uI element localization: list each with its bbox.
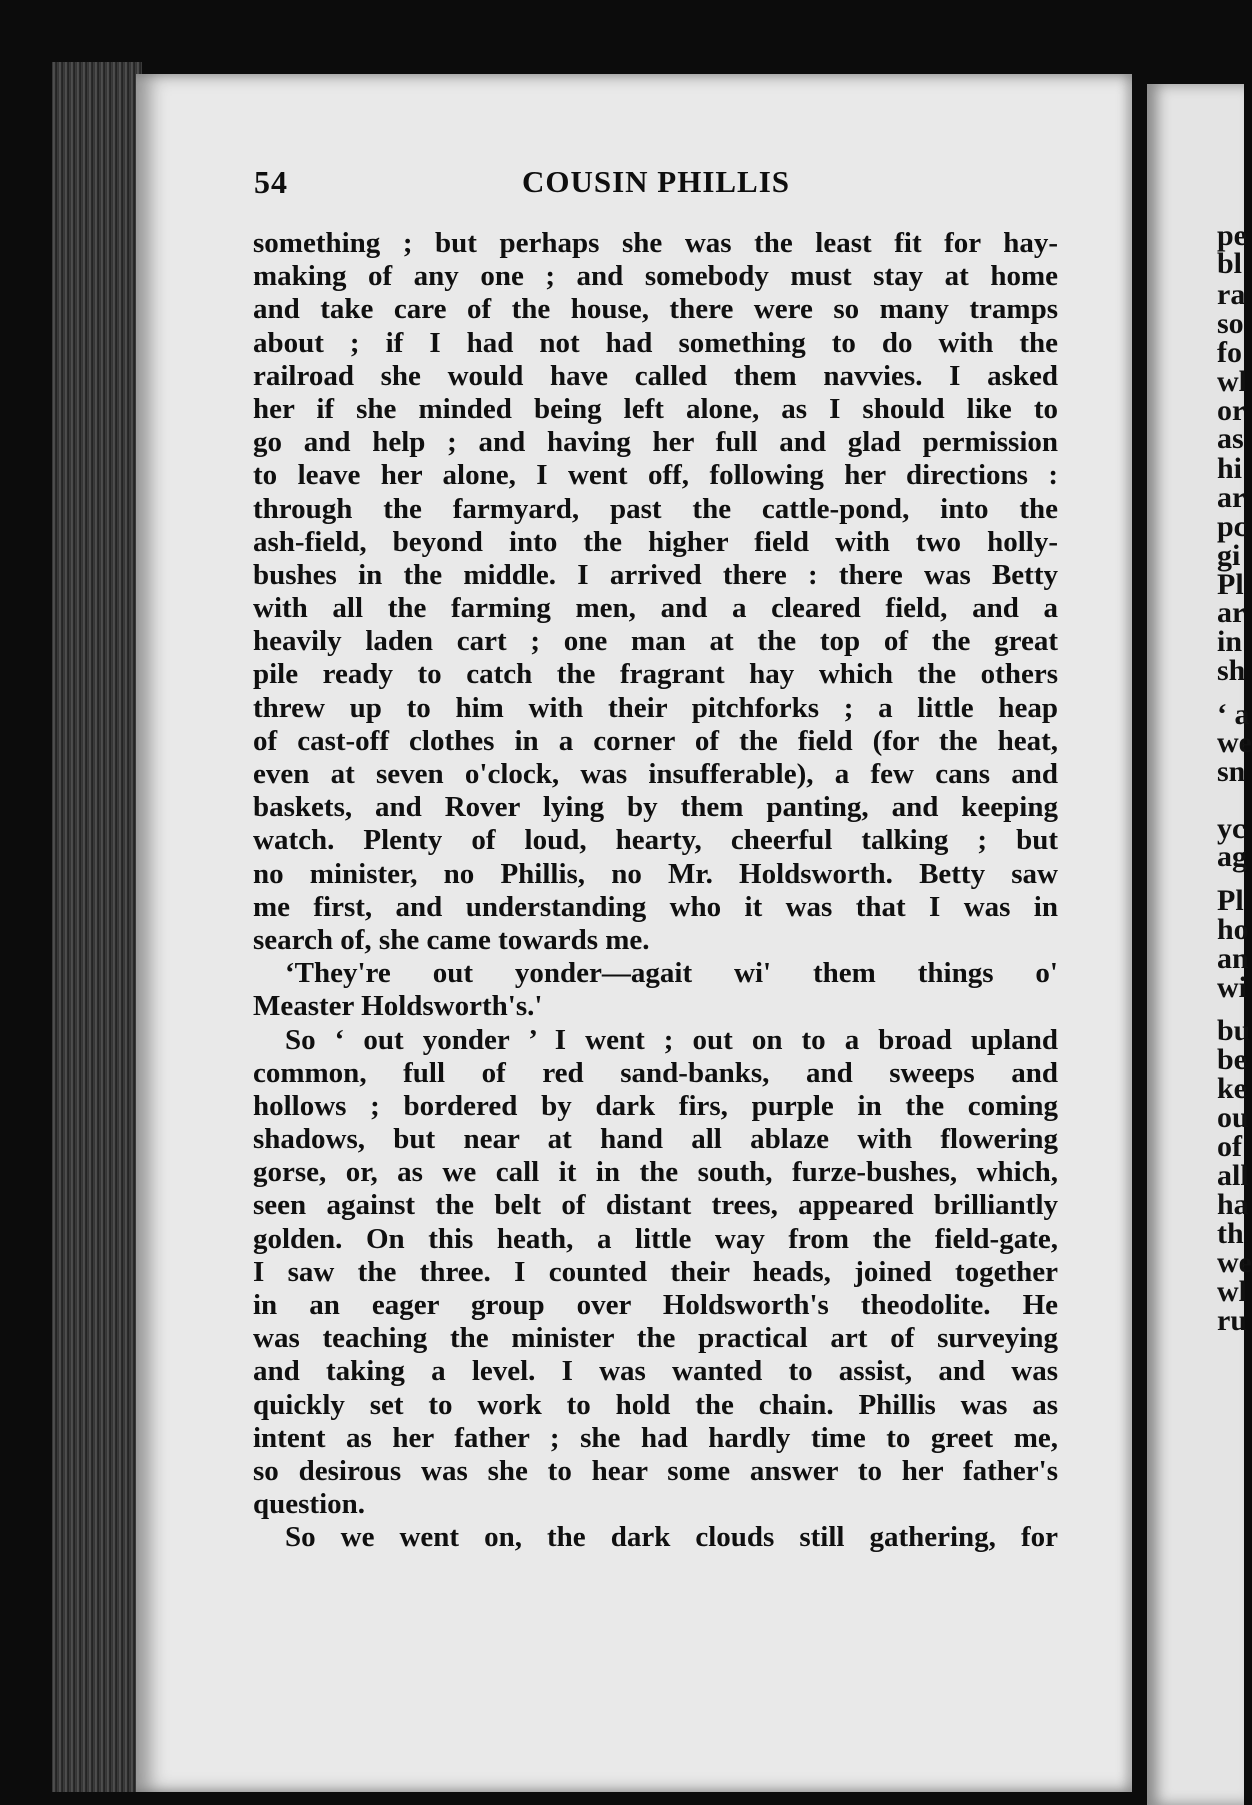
facing-page-fragment: wi	[1217, 971, 1247, 1004]
facing-page-fragment: Pl	[1217, 884, 1244, 917]
facing-page-fragment: ar	[1217, 596, 1246, 629]
facing-page-fragment: we	[1217, 726, 1252, 759]
text-line: hollows ; bordered by dark firs, purple in the coming	[253, 1089, 1058, 1122]
facing-page-fragment: an	[1217, 942, 1249, 975]
text-line: go and help ; and having her full and glad permission	[253, 426, 1058, 459]
body-text	[253, 227, 1058, 1555]
text-line: to leave her alone, I went off, following her directions :	[253, 459, 1058, 492]
facing-page-fragment: pe	[1217, 219, 1247, 252]
text-line: I saw the three. I counted their heads, joined together	[253, 1255, 1058, 1288]
facing-page-fragment: ru	[1217, 1304, 1247, 1337]
text-line: threw up to him with their pitchforks ; a little heap	[253, 691, 1058, 724]
text-line: about ; if I had not had something to do with the	[253, 326, 1058, 359]
facing-page-fragment: ha	[1217, 1188, 1249, 1221]
page-header	[254, 164, 1058, 208]
text-line: baskets, and Rover lying by them panting, and keeping	[253, 791, 1058, 824]
text-line: even at seven o'clock, was insufferable), a few cans and	[253, 758, 1058, 790]
facing-page-fragment: ke	[1217, 1072, 1247, 1105]
text-line: gorse, or, as we call it in the south, furze-bushes, which,	[253, 1156, 1058, 1189]
text-line: was teaching the minister the practical art of surveying	[253, 1322, 1058, 1355]
text-line: through the farmyard, past the cattle-pond, into the	[253, 492, 1058, 525]
text-line: heavily laden cart ; one man at the top of the great	[253, 625, 1058, 658]
text-line: common, full of red sand-banks, and sweeps and	[253, 1056, 1058, 1089]
text-line: in an eager group over Holdsworth's theodolite. He	[253, 1289, 1058, 1321]
facing-page-fragment: in	[1217, 625, 1243, 658]
facing-page-fragment: be	[1217, 1043, 1247, 1076]
text-line: quickly set to work to hold the chain. Phillis was as	[253, 1388, 1058, 1421]
facing-page-fragment: bl	[1217, 247, 1243, 280]
facing-page-fragment: or	[1217, 394, 1246, 427]
text-line: something ; but perhaps she was the least fit for hay-	[253, 227, 1058, 259]
facing-page-fragment: sh	[1217, 654, 1246, 687]
text-line: no minister, no Phillis, no Mr. Holdsworth. Betty saw	[253, 857, 1058, 890]
text-line: ‘They're out yonder—agait wi' them things o'	[285, 957, 1058, 990]
facing-page-fragment: ou	[1217, 1101, 1249, 1134]
text-line: her if she minded being left alone, as I should like to	[253, 392, 1058, 425]
facing-page-fragment: of	[1217, 1130, 1242, 1163]
facing-page-fragment: wl	[1217, 1275, 1247, 1308]
facing-page-fragment: ra	[1217, 278, 1246, 311]
text-line: so desirous was she to hear some answer to her father's	[253, 1454, 1058, 1487]
text-line: watch. Plenty of loud, hearty, cheerful talking ; but	[253, 824, 1058, 857]
facing-page-fragment: pc	[1217, 510, 1247, 543]
facing-page-fragment: fo	[1217, 336, 1242, 369]
facing-page-edge	[1147, 84, 1252, 1805]
facing-page-fragment: ag	[1217, 840, 1247, 873]
text-line: me first, and understanding who it was that I was in	[253, 890, 1058, 923]
text-line: and take care of the house, there were so many tramps	[253, 293, 1058, 326]
text-line: question.	[253, 1488, 366, 1521]
text-line: pile ready to catch the fragrant hay which the others	[253, 658, 1058, 691]
text-line: seen against the belt of distant trees, appeared brilliantly	[253, 1189, 1058, 1222]
text-line: golden. On this heath, a little way from the field-gate,	[253, 1222, 1058, 1255]
text-line: of cast-off clothes in a corner of the field (for the heat,	[253, 724, 1058, 757]
text-line: bushes in the middle. I arrived there : there was Betty	[253, 558, 1058, 591]
text-line: ash-field, beyond into the higher field with two holly-	[253, 525, 1058, 558]
text-line: with all the farming men, and a cleared field, and a	[253, 592, 1058, 625]
facing-page-fragment: Pl	[1217, 568, 1244, 601]
facing-page-fragment: wl	[1217, 365, 1247, 398]
text-line: making of any one ; and somebody must stay at home	[253, 260, 1058, 293]
text-line: railroad she would have called them navvies. I asked	[253, 359, 1058, 392]
facing-page-fragment: bu	[1217, 1014, 1251, 1047]
facing-page-fragment: th	[1217, 1217, 1244, 1250]
text-line: search of, she came towards me.	[253, 923, 650, 956]
text-line: and taking a level. I was wanted to assist, and was	[253, 1355, 1058, 1388]
text-line: shadows, but near at hand all ablaze with flowering	[253, 1123, 1058, 1156]
text-line: So ‘ out yonder ’ I went ; out on to a broad upland	[285, 1023, 1058, 1056]
text-line: So we went on, the dark clouds still gathering, for	[285, 1521, 1058, 1554]
facing-page-fragment: yc	[1217, 812, 1246, 845]
book-spine-edge	[52, 62, 142, 1792]
page-number: 54	[254, 164, 288, 200]
facing-page-fragment: so	[1217, 307, 1244, 340]
facing-page-fragment: as	[1217, 422, 1244, 455]
facing-page-fragment: all	[1217, 1159, 1249, 1192]
facing-page-fragment: gi	[1217, 539, 1241, 572]
facing-page-fragment: ‘ a	[1217, 698, 1250, 731]
text-line: Measter Holdsworth's.'	[253, 990, 543, 1023]
facing-page-fragment: ho	[1217, 913, 1249, 946]
text-line: intent as her father ; she had hardly time to greet me,	[253, 1421, 1058, 1454]
facing-page-fragment: sn	[1217, 755, 1246, 788]
facing-page-fragment: ar	[1217, 481, 1246, 514]
running-title: COUSIN PHILLIS	[521, 164, 791, 199]
facing-page-fragment: hi	[1217, 452, 1243, 485]
facing-page-fragment: we	[1217, 1246, 1252, 1279]
